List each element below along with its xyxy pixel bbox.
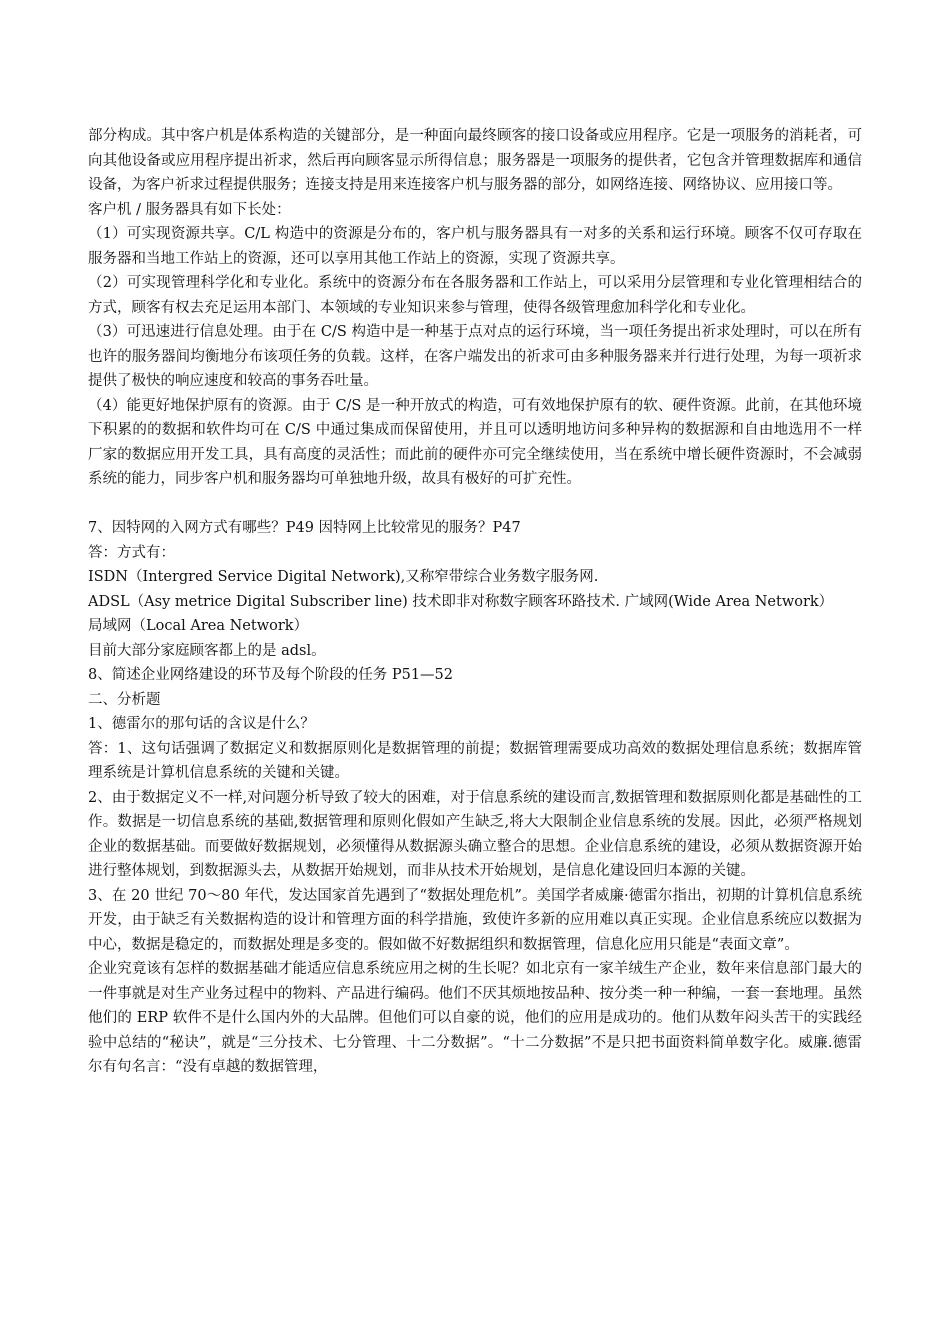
analysis-question-1: 1、德雷尔的那句话的含议是什么？ (88, 716, 315, 732)
analysis-answer-3: 3、在 20 世纪 70～80 年代，发达国家首先遇到了“数据处理危机”。美国学者威廉·德雷尔指出，初期的计算机信息系统开发，由于缺乏有关数据构造的设计和管理方面的科学措施，致使许多新的应用难以真正实现。企业信息系统应以数据为中心，数据是稳定的，而数据处理是多变的。假如做不好数据组织和数据管理，信息化应用只能是“表面文章”。 (88, 887, 862, 953)
paragraph-spacer (88, 492, 862, 517)
document-body (88, 124, 862, 1080)
answer-7-note: 目前大部分家庭顾客都上的是 adsl。 (88, 642, 326, 659)
answer-7-adsl: ADSL（Asy metrice Digital Subscriber line) 技术即非对称数字顾客环路技术. 广域网(Wide Area Network） (88, 593, 834, 610)
question-7: 7、因特网的入网方式有哪些？P49 因特网上比较常见的服务？P47 (88, 520, 521, 536)
question-8: 8、简述企业网络建设的环节及每个阶段的任务 P51—52 (88, 667, 453, 683)
analysis-answer-2: 2、由于数据定义不一样,对问题分析导致了较大的困难，对于信息系统的建设而言,数据管理和数据原则化都是基础性的工作。数据是一切信息系统的基础,数据管理和原则化假如产生缺乏,将大大限制企业信息系统的发展。因此，必须严格规划企业的数据基础。而要做好数据规划，必须懂得从数据源头确立整合的思想。企业信息系统的建设，必须从数据资源开始进行整体规划，到数据源头去，从数据开始规划，而非从技术开始规划，是信息化建设回归本源的关键。 (88, 789, 862, 879)
answer-7-isdn: ISDN（Intergred Service Digital Network),又称窄带综合业务数字服务网. (88, 569, 599, 585)
answer-7-lan: 局域网（Local Area Network） (88, 618, 309, 634)
answer-7-intro: 答：方式有： (88, 544, 175, 561)
analysis-answer-example: 企业究竟该有怎样的数据基础才能适应信息系统应用之树的生长呢？如北京有一家羊绒生产企业，数年来信息部门最大的一件事就是对生产业务过程中的物料、产品进行编码。他们不厌其烦地按品种、按分类一种一种编，一套一套地理。虽然他们的 ERP 软件不是什么国内外的大品牌。但他们可以自豪的说，他们的应用是成功的。他们从数年闷头苦干的实践经验中总结的“秘诀”，就是“三分技术、七分管理、十二分数据”。“十二分数据”不是只把书面资料简单数字化。威廉.德雷尔有句名言：“没有卓越的数据管理， (88, 961, 862, 1075)
section-heading-analysis: 二、分析题 (88, 691, 161, 708)
paragraph-advantage-4: （4）能更好地保护原有的资源。由于 C/S 是一种开放式的构造，可有效地保护原有的软、硬件资源。此前，在其他环境下积累的的数据和软件均可在 C/S 中通过集成而保留使用，并且可以透明地访问多种异构的数据源和自由地选用不一样厂家的数据应用开发工具，具有高度的灵活性；而此前的硬件亦可完全继续使用，当在系统中增长硬件资源时，不会减弱系统的能力，同步客户机和服务器均可单独地升级，故具有极好的可扩充性。 (88, 397, 862, 487)
paragraph-cs-components: 部分构成。其中客户机是体系构造的关键部分，是一种面向最终顾客的接口设备或应用程序。它是一项服务的消耗者，可向其他设备或应用程序提出祈求，然后再向顾客显示所得信息；服务器是一项服务的提供者，它包含并管理数据库和通信设备，为客户祈求过程提供服务；连接支持是用来连接客户机与服务器的部分，如网络连接、网络协议、应用接口等。 (88, 128, 862, 193)
paragraph-cs-advantages-heading: 客户机 / 服务器具有如下长处： (88, 201, 291, 218)
paragraph-advantage-2: （2）可实现管理科学化和专业化。系统中的资源分布在各服务器和工作站上，可以采用分层管理和专业化管理相结合的方式，顾客有权去充足运用本部门、本领域的专业知识来参与管理，使得各级管理愈加科学化和专业化。 (88, 275, 862, 316)
analysis-answer-1: 答：1、这句话强调了数据定义和数据原则化是数据管理的前提；数据管理需要成功高效的数据处理信息系统；数据库管理系统是计算机信息系统的关键和关键。 (88, 740, 862, 781)
paragraph-advantage-1: （1）可实现资源共享。C/L 构造中的资源是分布的，客户机与服务器具有一对多的关系和运行环境。顾客不仅可存取在服务器和当地工作站上的资源，还可以享用其他工作站上的资源，实现了资源共享。 (88, 226, 862, 267)
paragraph-advantage-3: （3）可迅速进行信息处理。由于在 C/S 构造中是一种基于点对点的运行环境，当一项任务提出祈求处理时，可以在所有也许的服务器间均衡地分布该项任务的负载。这样，在客户端发出的祈求可由多种服务器来并行进行处理，为每一项祈求提供了极快的响应速度和较高的事务吞吐量。 (88, 324, 862, 389)
